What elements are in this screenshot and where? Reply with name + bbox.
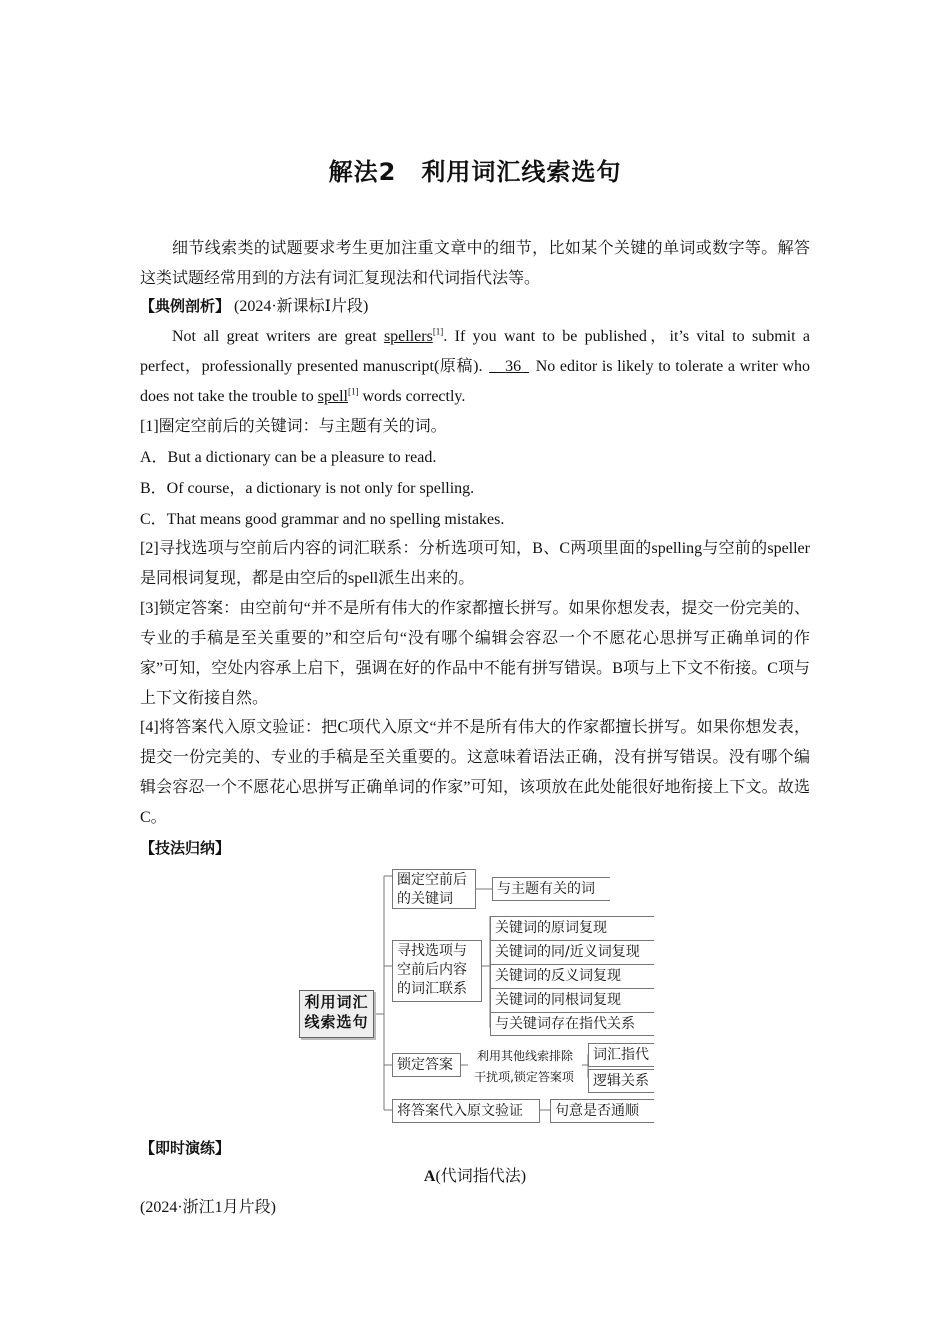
option-a: A．But a dictionary can be a pleasure to read. [140, 449, 437, 466]
mindmap-branch-3-leaf-2: 逻辑关系 [588, 1069, 654, 1093]
page-title: 解法2 利用词汇线索选句 [328, 158, 622, 186]
example-source: (2024·新课标Ⅰ片段) [234, 298, 369, 315]
mindmap-branch-4-leaf: 句意是否通顺 [550, 1099, 654, 1123]
mindmap-branch-2-leaf-2: 关键词的同/近义词复现 [490, 940, 654, 964]
mindmap-branch-2-leaf-5: 与关键词存在指代关系 [490, 1012, 654, 1036]
section-label-practice: 【即时演练】 [140, 1139, 231, 1157]
mindmap-branch-3-note-2: 干扰项,锁定答案项 [474, 1070, 574, 1084]
practice-source: (2024·浙江1月片段) [140, 1199, 276, 1216]
keyword-spellers: spellers [383, 328, 433, 345]
blank-number: 36 [505, 358, 522, 375]
blank-36 [487, 358, 531, 375]
mindmap-branch-4: 将答案代入原文验证 [392, 1099, 540, 1123]
intro-paragraph: 细节线索类的试题要求考生更加注重文章中的细节，比如某个关键的单词或数字等。解答这类试题经常用到的方法有词汇复现法和代词指代法等。 [140, 240, 810, 287]
mindmap [296, 864, 656, 1128]
practice-letter: A [423, 1168, 436, 1185]
section-label-summary: 【技法归纳】 [140, 839, 231, 857]
marker-1b: [1] [347, 386, 359, 397]
mindmap-branch-2-leaf-4: 关键词的同根词复现 [490, 988, 654, 1012]
example-heading [140, 291, 810, 322]
passage-text: Not all great writers are great [172, 328, 384, 345]
summary-heading [140, 833, 810, 864]
practice-method: (代词指代法) [435, 1168, 527, 1185]
mindmap-branch-3: 锁定答案 [392, 1053, 461, 1077]
mindmap-branch-3-leaf-1: 词汇指代 [588, 1043, 654, 1067]
step-2: [2]寻找选项与空前后内容的词汇联系：分析选项可知，B、C两项里面的spelling与空前的speller是同根词复现，都是由空后的spell派生出来的。 [140, 540, 810, 587]
example-passage [140, 322, 810, 412]
mindmap-branch-1: 圈定空前后的关键词 [392, 869, 476, 909]
passage-text: . If you want to be published，it’s vital to submit a perfect，professionally presented manuscript(原稿). [140, 328, 810, 375]
step-1: [1]圈定空前后的关键词：与主题有关的词。 [140, 418, 447, 435]
passage-text: words correctly. [358, 388, 466, 405]
option-b: B．Of course，a dictionary is not only for spelling. [140, 480, 475, 497]
practice-heading [140, 1133, 810, 1164]
option-c: C．That means good grammar and no spelling mistakes. [140, 511, 505, 528]
mindmap-branch-2-leaf-3: 关键词的反义词复现 [490, 964, 654, 988]
step-4: [4]将答案代入原文验证：把C项代入原文“并不是所有伟大的作家都擅长拼写。如果你想发表，提交一份完美的、专业的手稿是至关重要的。这意味着语法正确，没有拼写错误。没有哪个编辑会容忍一个不愿花心思拼写正确单词的作家”可知，该项放在此处能很好地衔接上下文。故选C。 [140, 719, 810, 826]
step-3: [3]锁定答案：由空前句“并不是所有伟大的作家都擅长拼写。如果你想发表，提交一份完美的、专业的手稿是至关重要的”和空后句“没有哪个编辑会容忍一个不愿花心思拼写正确单词的作家”可知，空处内容承上启下，强调在好的作品中不能有拼写错误。B项与上下文不衔接。C项与上下文衔接自然。 [140, 600, 810, 707]
keyword-spell: spell [317, 388, 348, 405]
mindmap-branch-2-leaf-1: 关键词的原词复现 [490, 916, 654, 940]
marker-1a: [1] [432, 326, 444, 337]
mindmap-branch-3-note-1: 利用其他线索排除 [476, 1049, 573, 1063]
mindmap-root: 利用词汇线索选句 [299, 990, 374, 1038]
mindmap-branch-2: 寻找选项与空前后内容的词汇联系 [392, 940, 482, 1002]
section-label-example: 【典例剖析】 [140, 297, 231, 315]
passage-text: No editor is likely to tolerate a writer who does not take the trouble to [140, 358, 810, 405]
practice-title [140, 1162, 810, 1192]
mindmap-branch-1-leaf: 与主题有关的词 [492, 877, 610, 901]
